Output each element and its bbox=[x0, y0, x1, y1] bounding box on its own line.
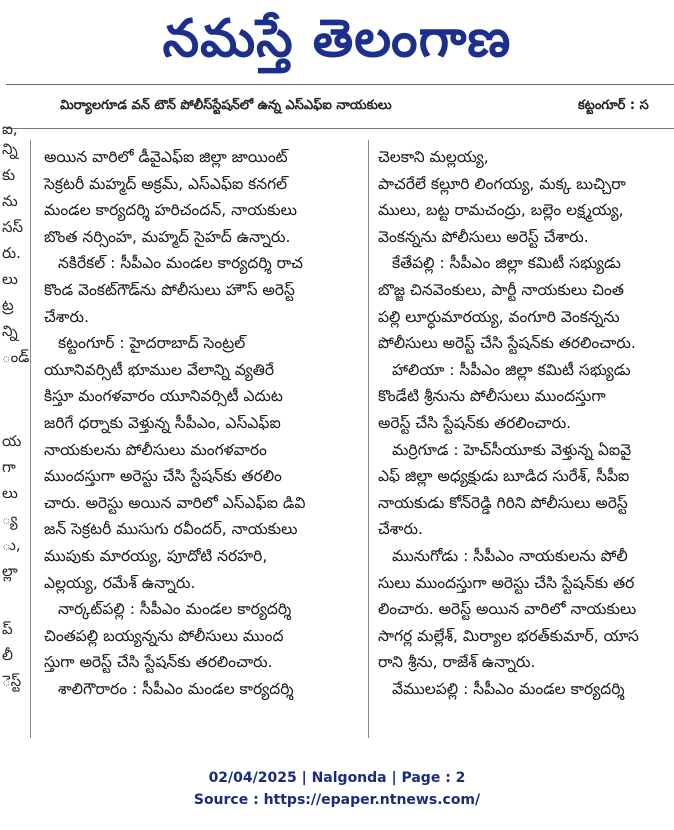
text-fragment: గా bbox=[2, 458, 16, 476]
text-fragment: ఐ, bbox=[2, 120, 18, 138]
text-fragment: ను bbox=[2, 192, 18, 210]
photo-caption-left: మిర్యాలగూడ వన్ టౌన్ పోలీస్‌స్టేషన్‌లో ఉన్న ఎస్ఎఫ్ఐ నాయకులు bbox=[60, 98, 392, 113]
photo-caption-right: కట్టంగూర్ : స bbox=[578, 98, 649, 113]
text-line: మర్రిగూడ : హెచ్‌సీయూకు వెళ్తున్న ఏఐవై bbox=[392, 440, 632, 459]
text-fragment: లు bbox=[2, 484, 18, 502]
text-line: సాగర్ల మల్లేశ్, మిర్యాల భరత్‌కుమార్, యాస bbox=[378, 626, 639, 645]
text-line: కట్టంగూర్ : హైదరాబాద్ సెంట్రల్ bbox=[58, 334, 246, 353]
text-fragment: ప్ bbox=[2, 620, 13, 638]
text-fragment: ెస్ట్ bbox=[2, 672, 22, 690]
text-line: సెక్రటరీ మహ్మద్ అక్రమ్, ఎస్ఎఫ్ఐ కనగల్ bbox=[44, 174, 288, 193]
text-fragment: య bbox=[2, 432, 22, 450]
text-line: నకిరేకల్ : సీపీఎం మండల కార్యదర్శి రాచ bbox=[58, 254, 303, 273]
text-line: రాని శ్రీను, రాజేశ్ ఉన్నారు. bbox=[378, 653, 536, 672]
text-line: చారు. అరెస్టు అయిన వారిలో ఎస్ఎఫ్ఐ డివి bbox=[44, 493, 306, 512]
column-rule-left bbox=[30, 140, 31, 738]
text-line: చెలకాని మల్లయ్య, bbox=[378, 148, 489, 166]
text-line: అరెస్ట్ చేసి స్టేషన్‌కు తరలించారు. bbox=[378, 413, 572, 432]
text-line: అయిన వారిలో డీవైఎఫ్ఐ జిల్లా జాయింట్ bbox=[44, 148, 288, 166]
text-fragment: లు bbox=[2, 270, 18, 288]
text-line: ముందస్తుగా అరెస్టు చేసి స్టేషన్‌కు తరలిం bbox=[44, 467, 282, 486]
masthead bbox=[0, 0, 674, 86]
text-line: కేతేపల్లి : సీపీఎం జిల్లా కమిటీ సభ్యుడు bbox=[392, 254, 621, 273]
text-fragment: ట్ర bbox=[2, 296, 14, 314]
caption-divider bbox=[6, 128, 674, 129]
text-line: యూనివర్సిటీ భూముల వేలాన్ని వ్యతిరే bbox=[44, 360, 275, 379]
text-fragment: లీ bbox=[2, 646, 13, 664]
text-line: కొండ వెంకట్‌గౌడ్‌ను పోలీసులు హౌస్ అరెస్ట్ bbox=[44, 280, 295, 299]
text-fragment: సస్ bbox=[2, 218, 24, 236]
footer-source: Source : https://epaper.ntnews.com/ bbox=[193, 792, 481, 808]
text-line: జన్ సెక్రటరీ ముసుగు రవీందర్, నాయకులు bbox=[44, 520, 298, 539]
text-line: చేశారు. bbox=[44, 307, 89, 326]
text-line: ఎల్లయ్య, రమేశ్ ఉన్నారు. bbox=[44, 573, 196, 592]
photo-caption-strip bbox=[0, 92, 674, 122]
text-line: చింతపల్లి బయ్యన్నను పోలీసులు ముంద bbox=[44, 626, 284, 645]
text-line: స్తుగా అరెస్ట్ చేసి స్టేషన్‌కు తరలించారు. bbox=[44, 653, 273, 672]
masthead-divider bbox=[6, 84, 674, 85]
article-column-2 bbox=[378, 144, 674, 736]
text-fragment: న్ని bbox=[2, 322, 18, 340]
text-line: కొండేటి శ్రీనును పోలీసులు ముందస్తుగా bbox=[378, 387, 606, 406]
text-fragment: ండ్ bbox=[2, 348, 30, 366]
text-fragment: న్ని bbox=[2, 140, 18, 158]
column-rule-middle bbox=[368, 140, 369, 738]
text-fragment: ు, bbox=[2, 536, 21, 554]
text-line: మునుగోడు : సీపీఎం నాయకులను పోలీ bbox=[392, 546, 628, 565]
text-line: జరిగే ధర్నాకు వెళ్తున్న సీపీఎం, ఎస్ఎఫ్ఐ bbox=[44, 413, 281, 432]
text-line: బొజ్జ చినవెంకులు, పార్టీ నాయకులు చింత bbox=[378, 280, 624, 299]
text-line: పల్లి లూర్ధుమారయ్య, వంగూరి వెంకన్నను bbox=[378, 307, 620, 326]
text-line: ముపుకు మారయ్య, పూదోటి నరహరి, bbox=[44, 546, 268, 565]
text-line: నాయకుడు కోన్‌రెడ్డి గిరిని పోలీసులు అరెస్ట్ bbox=[378, 493, 628, 512]
text-fragment: ్య bbox=[2, 510, 18, 528]
text-line: మండల కార్యదర్శి హరిచందన్, నాయకులు bbox=[44, 201, 297, 220]
text-line: ములు, బట్ట రామచంద్రు, బల్లెం లక్ష్మయ్య, bbox=[378, 201, 624, 220]
text-line: పోలీసులు అరెస్ట్ చేసి స్టేషన్‌కు తరలించారు. bbox=[378, 334, 636, 353]
text-line: బొంత నర్సింహ, మహ్మద్ సైహద్ ఉన్నారు. bbox=[44, 227, 291, 246]
newspaper-logo: నమస్తే తెలంగాణ bbox=[162, 9, 512, 69]
left-column-fragments bbox=[0, 120, 30, 740]
text-line: హాలియా : సీపీఎం జిల్లా కమిటీ సభ్యుడు bbox=[392, 360, 631, 379]
text-line: శాలిగౌరారం : సీపీఎం మండల కార్యదర్శి bbox=[58, 679, 294, 698]
text-line: లించారు. అరెస్ట్ అయిన వారిలో నాయకులు bbox=[378, 600, 637, 619]
text-line: సులు ముందస్తుగా అరెస్టు చేసి స్టేషన్‌కు తర bbox=[378, 573, 635, 592]
text-line: చేశారు. bbox=[378, 520, 423, 539]
text-line: ఎఫ్ జిల్లా అధ్యక్షుడు బూడిద సురేశ్, సీపీఐ bbox=[378, 467, 630, 486]
text-line: వెంకన్నను పోలీసులు అరెస్ట్ చేశారు. bbox=[378, 227, 589, 246]
text-fragment: రు. bbox=[2, 244, 21, 262]
footer-date-edition: 02/04/2025 | Nalgonda | Page : 2 bbox=[208, 770, 466, 786]
text-line: వేములపల్లి : సీపీఎం మండల కార్యదర్శి bbox=[392, 679, 625, 698]
article-column-1 bbox=[44, 144, 362, 736]
text-line: నార్కట్‌పల్లి : సీపీఎం మండల కార్యదర్శి bbox=[58, 600, 292, 619]
text-fragment: ల్లా bbox=[2, 562, 18, 580]
text-fragment: కు bbox=[2, 166, 16, 184]
text-line: నాయకులను పోలీసులు మంగళవారం bbox=[44, 440, 267, 459]
text-line: పాచరేలే కల్లూరి లింగయ్య, మక్క బుచ్చిరా bbox=[378, 174, 626, 193]
text-line: కిస్తూ మంగళవారం యూనివర్సిటీ ఎదుట bbox=[44, 387, 283, 406]
